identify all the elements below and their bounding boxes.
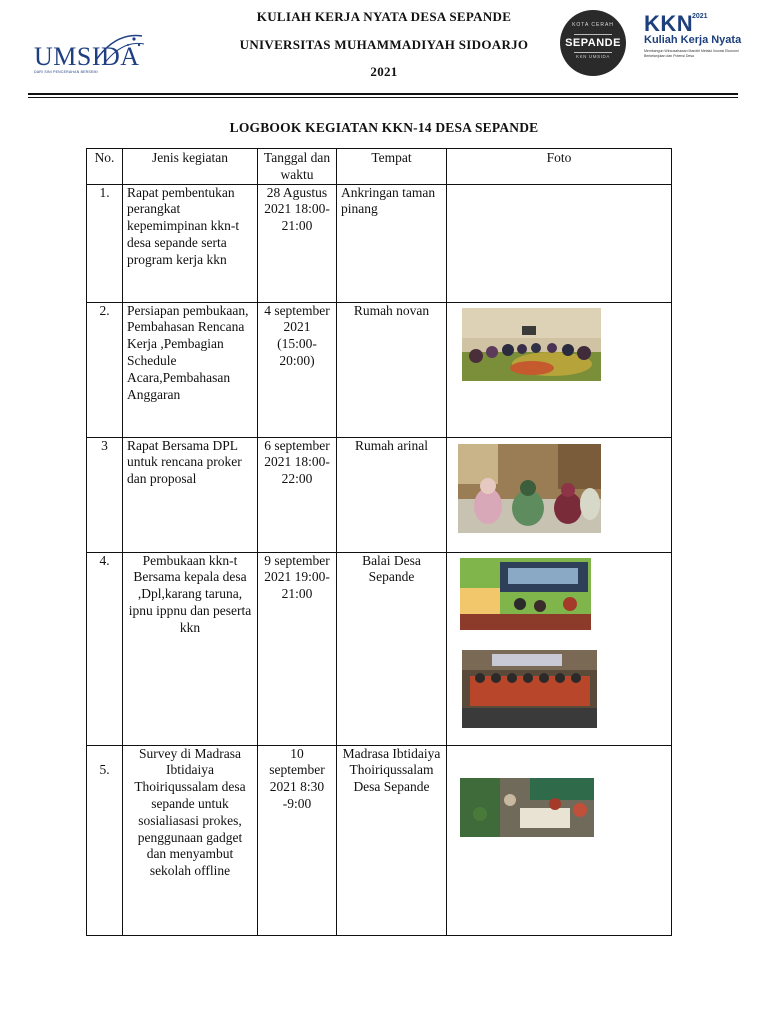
activity-photo — [460, 778, 594, 837]
umsida-logo-text: UMSIDA — [34, 42, 140, 71]
activity-photo — [462, 308, 601, 381]
row-number: 5. — [87, 745, 123, 935]
header-university: UNIVERSITAS MUHAMMADIYAH SIDOARJO — [239, 37, 529, 52]
date-cell: 9 september 2021 19:00-21:00 — [258, 552, 337, 745]
column-header-tempat: Tempat — [337, 149, 447, 185]
header-program: KULIAH KERJA NYATA DESA SEPANDE — [256, 9, 512, 24]
table-row — [87, 552, 672, 745]
place-cell: Madrasa Ibtidaiya Thoiriqussalam Desa Sepande — [337, 745, 447, 935]
activity-cell: Survey di Madrasa Ibtidaiya Thoiriqussalam desa sepande untuk sosialiasasi prokes, penggunaan gadget dan menyambut sekolah offline — [123, 745, 258, 935]
date-cell: 6 september 2021 18:00-22:00 — [258, 437, 337, 552]
table-header-row — [87, 149, 672, 185]
place-cell: Ankringan taman pinang — [337, 184, 447, 302]
activity-cell: Rapat pembentukan perangkat kepemimpinan kkn-t desa sepande serta program kerja kkn — [123, 184, 258, 302]
kkn-logo — [640, 10, 752, 74]
sepande-logo-main: SEPANDE — [565, 37, 621, 49]
row-number: 4. — [87, 552, 123, 745]
row-number: 1. — [87, 184, 123, 302]
header-divider-thick — [28, 93, 738, 95]
kkn-logo-subtitle: Kuliah Kerja Nyata — [644, 34, 742, 46]
header-year: 2021 — [370, 64, 398, 79]
row-number: 3 — [87, 437, 123, 552]
table-row — [87, 437, 672, 552]
date-cell: 10 september 2021 8:30 -9:00 — [258, 745, 337, 935]
activity-photo — [458, 444, 601, 533]
column-header-tanggal: Tanggal dan waktu — [258, 149, 337, 185]
row-number: 2. — [87, 302, 123, 437]
photo-cell — [447, 302, 672, 437]
activity-cell: Persiapan pembukaan, Pembahasan Rencana Kerja ,Pembagian Schedule Acara,Pembahasan Anggaran — [123, 302, 258, 437]
header-divider-thin — [28, 97, 738, 98]
kkn-logo-tagline: Membangun Wirausahawan Mandiri Melalui Inovasi Ekonomi Berkelanjutan dan Potensi Desa — [644, 49, 739, 58]
umsida-logo-tagline: DARI SINI PENCERAHAN BERSEMI — [34, 70, 98, 74]
photo-cell — [447, 184, 672, 302]
column-header-no: No. — [87, 149, 123, 185]
table-row — [87, 184, 672, 302]
sepande-logo-rule — [574, 34, 612, 35]
table-row — [87, 745, 672, 935]
activity-photo — [460, 558, 591, 630]
photo-cell — [447, 437, 672, 552]
table-row — [87, 302, 672, 437]
activity-cell: Rapat Bersama DPL untuk rencana proker dan proposal — [123, 437, 258, 552]
place-cell: Rumah novan — [337, 302, 447, 437]
photo-cell — [447, 552, 672, 745]
place-cell: Rumah arinal — [337, 437, 447, 552]
kkn-logo-year: 2021 — [692, 13, 708, 20]
photo-cell — [447, 745, 672, 935]
sepande-logo-top: KOTA CERAH — [572, 22, 614, 28]
column-header-jenis: Jenis kegiatan — [123, 149, 258, 185]
sepande-logo — [560, 10, 626, 76]
date-cell: 28 Agustus 2021 18:00-21:00 — [258, 184, 337, 302]
logbook-table — [86, 148, 672, 936]
sepande-logo-rule — [574, 52, 612, 53]
sepande-logo-bottom: KKN UMSIDA — [575, 54, 610, 59]
kkn-logo-main: KKN — [644, 11, 694, 36]
column-header-foto: Foto — [447, 149, 672, 185]
page-title: LOGBOOK KEGIATAN KKN-14 DESA SEPANDE — [229, 120, 539, 135]
date-cell: 4 september 2021 (15:00-20:00) — [258, 302, 337, 437]
activity-cell: Pembukaan kkn-t Bersama kepala desa ,Dpl,karang taruna, ipnu ippnu dan peserta kkn — [123, 552, 258, 745]
place-cell: Balai Desa Sepande — [337, 552, 447, 745]
activity-photo — [462, 650, 597, 728]
